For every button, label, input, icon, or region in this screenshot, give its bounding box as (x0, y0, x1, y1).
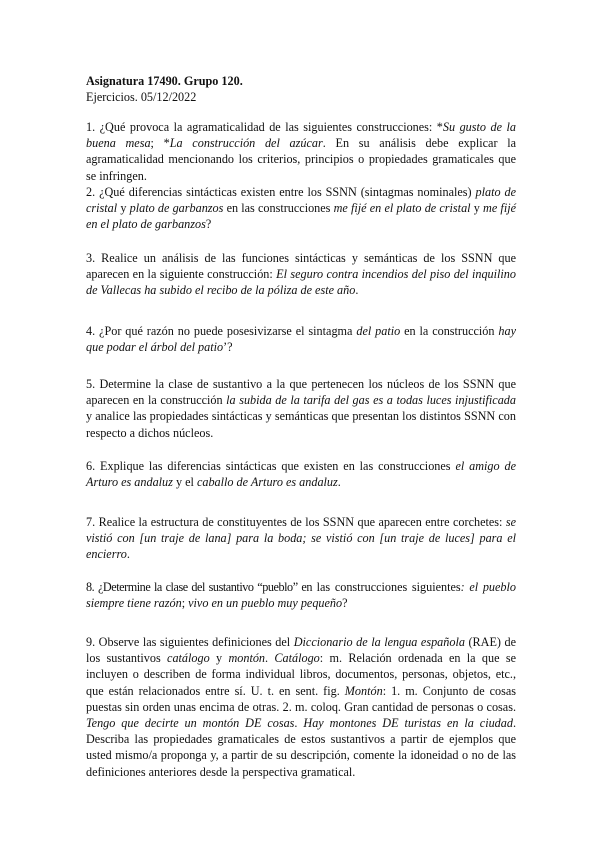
text-segment: ? (342, 596, 348, 611)
text-segment: 7. Realice la estructura de constituyentes de los SSNN que aparecen entre corchetes: (86, 515, 506, 529)
text-segment: y (209, 651, 229, 666)
text-segment: 5. Determine la clase de sustantivo a la que pertenecen los núcleos de los SSNN que aparecen en la construcción (86, 377, 516, 408)
italic-text-segment: Catálogo (274, 651, 320, 666)
italic-text-segment: La construcción del azúcar (169, 136, 323, 151)
document-title: Asignatura 17490. Grupo 120. (86, 74, 243, 88)
text-segment: 9. Observe las siguientes definiciones del (86, 635, 294, 649)
exercise-3 (86, 250, 516, 299)
exercise-6 (86, 458, 516, 490)
italic-text-segment: plato de cristal (86, 185, 516, 216)
italic-text-segment: Tengo que decirte un montón DE cosas (86, 716, 295, 731)
exercise-5 (86, 376, 516, 441)
text-segment: : 1. m. Conjunto de cosas puestas sin orden unas encima de otras. 2. m. coloq. Gran cantidad de personas o cosas. (86, 683, 516, 714)
italic-text-segment: : el pueblo siempre tiene razón (86, 580, 516, 611)
text-segment: 4. ¿Por qué razón no puede posesivizarse el sintagma (86, 324, 357, 338)
italic-text-segment: vivo en un pueblo muy pequeño (188, 596, 343, 611)
text-segment: 3. Realice un análisis de las funciones sintácticas y semánticas de los SSNN que aparecen en la siguiente construcción: (86, 251, 516, 282)
italic-text-segment: caballo de Arturo es andaluz (196, 475, 338, 490)
text-segment: ; (181, 596, 189, 611)
italic-text-segment: plato de garbanzos (129, 201, 224, 216)
text-segment: ’? (223, 340, 233, 355)
text-segment: 2. ¿Qué diferencias sintácticas existen entre los SSNN (sintagmas nominales) (86, 185, 476, 199)
italic-text-segment: del patio (356, 324, 401, 338)
document-header (86, 73, 516, 105)
text-segment: las construcciones siguientes (311, 580, 461, 594)
text-segment: y (470, 201, 484, 216)
text-segment: ; * (150, 136, 170, 151)
text-segment: y analice las propiedades sintácticas y semánticas que presentan los distintos SSNN con respecto a dichos núcleos. (86, 409, 516, 440)
exercise-1 (86, 119, 516, 184)
exercise-2 (86, 184, 516, 233)
text-segment: . (337, 475, 341, 490)
text-segment: (RAE) de los sustantivos (86, 635, 517, 666)
italic-text-segment: catálogo (167, 651, 210, 666)
italic-text-segment: Su gusto de la buena mesa (86, 120, 516, 151)
document-subtitle: Ejercicios. 05/12/2022 (86, 90, 197, 105)
text-segment: 6. Explique las diferencias sintácticas que existen en las construcciones (86, 459, 456, 473)
italic-text-segment: El seguro contra incendios del piso del inquilino de Vallecas ha subido el recibo de la póliza de este año (86, 267, 516, 298)
italic-text-segment: la subida de la tarifa del gas es a todas luces injustificada (226, 393, 516, 408)
text-segment: . Describa las propiedades gramaticales de estos sustantivos a partir de ejemplos que usted mismo/a proponga y, a partir de su descripción, comente la idoneidad o no de las definiciones anteriores desde la perspectiva gramatical. (86, 716, 516, 779)
text-segment: ? (205, 217, 212, 232)
text-segment: . (355, 283, 359, 298)
italic-text-segment: montón (228, 651, 266, 666)
italic-text-segment: me fijé en el plato de garbanzos (86, 201, 517, 232)
italic-text-segment: Hay montones DE turistas en la ciudad (303, 716, 513, 731)
italic-text-segment: Diccionario de la lengua española (293, 635, 465, 649)
text-segment: en las construcciones (223, 201, 334, 216)
text-segment: : m. Relación ordenada en la que se incluyen o describen de forma individual libros, documentos, personas, objetos, etc., que están relacionados entre sí. U. t. en sent. fig. (86, 651, 516, 698)
text-segment: . (265, 651, 275, 666)
exercise-8 (86, 579, 516, 611)
text-segment: 1. ¿Qué provoca la agramaticalidad de las siguientes construcciones: * (86, 120, 443, 134)
italic-text-segment: Montón (344, 683, 383, 698)
exercise-9 (86, 634, 516, 780)
text-segment: en la construcción (400, 324, 499, 338)
exercise-7 (86, 514, 516, 563)
text-segment: y (117, 201, 130, 216)
text-segment: 8. ¿Determine la clase del sustantivo “pueblo” en (86, 580, 312, 594)
text-segment: . En su análisis debe explicar la agramaticalidad mencionando los criterios, principios o propiedades gramaticales que se infringen. (86, 136, 516, 183)
italic-text-segment: me fijé en el plato de cristal (333, 201, 471, 216)
exercise-4 (86, 323, 516, 355)
italic-text-segment: el amigo de Arturo es andaluz (86, 459, 516, 490)
text-segment: y el (172, 475, 197, 490)
text-segment: . (126, 547, 130, 562)
italic-text-segment: se vistió con [un traje de lana] para la boda; se vistió con [un traje de luces] para el encierro (86, 515, 516, 562)
italic-text-segment: hay que podar el árbol del patio (86, 324, 516, 355)
text-segment: . (294, 716, 304, 731)
